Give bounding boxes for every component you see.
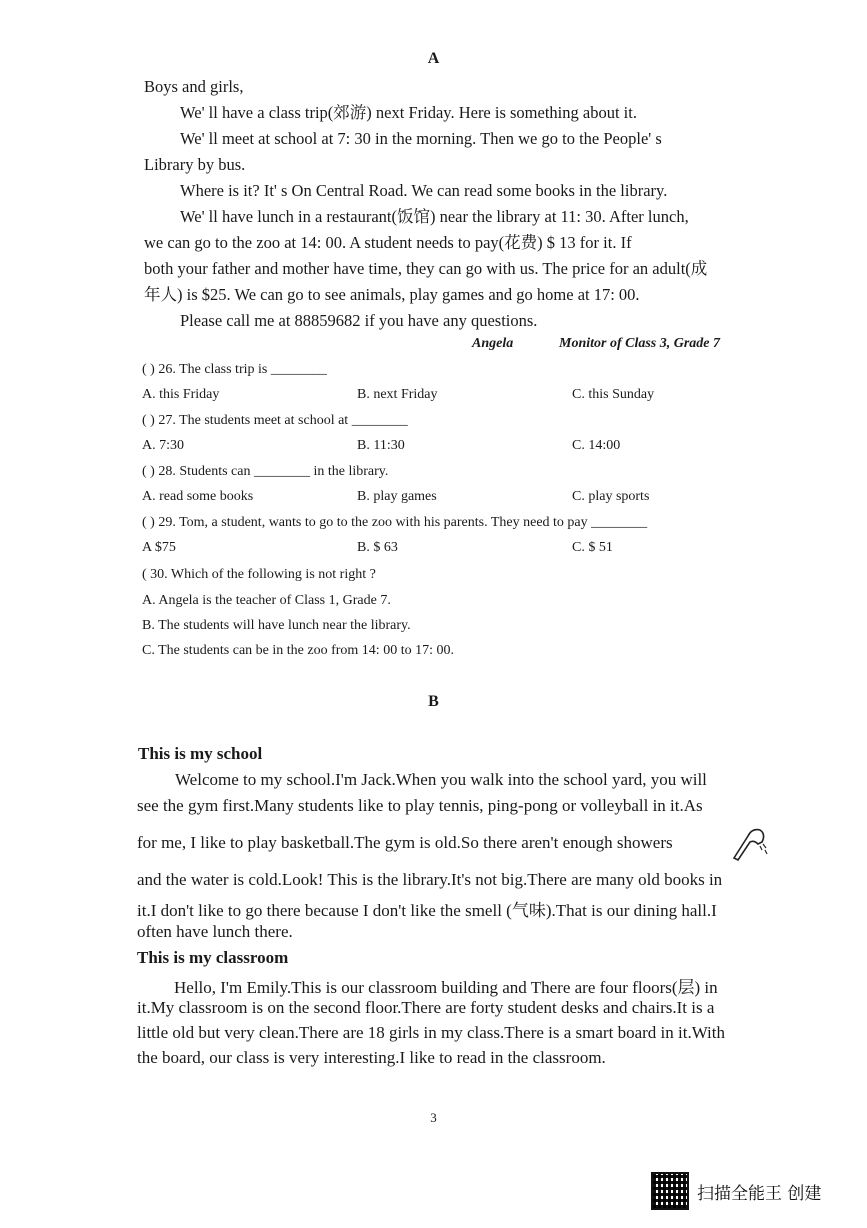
- qr-code-icon: [651, 1172, 689, 1210]
- school-line: for me, I like to play basketball.The gym is old.So there aren't enough showers: [137, 833, 673, 852]
- option-b: B. $ 63: [357, 540, 398, 555]
- option-a: A. 7:30: [142, 438, 184, 453]
- option-a: A $75: [142, 540, 176, 555]
- classroom-line: Hello, I'm Emily.This is our classroom building and There are four floors(层) in: [174, 978, 718, 997]
- option-b: B. The students will have lunch near the library.: [142, 618, 411, 633]
- scanner-badge-text: 扫描全能王 创建: [697, 1183, 822, 1204]
- option-a: A. Angela is the teacher of Class 1, Grade 7.: [142, 593, 391, 608]
- classroom-title: This is my classroom: [137, 948, 289, 967]
- classroom-line: it.My classroom is on the second floor.There are forty student desks and chairs.It is a: [137, 998, 715, 1017]
- option-b: B. next Friday: [357, 387, 438, 402]
- school-line: Welcome to my school.I'm Jack.When you walk into the school yard, you will: [175, 770, 707, 789]
- option-c: C. play sports: [572, 489, 650, 504]
- school-title: This is my school: [138, 744, 263, 763]
- school-line: and the water is cold.Look! This is the library.It's not big.There are many old books in: [137, 870, 723, 889]
- option-c: C. 14:00: [572, 438, 621, 453]
- greeting: Boys and girls,: [144, 77, 244, 96]
- question-27-stem: ( ) 27. The students meet at school at ________: [142, 413, 408, 428]
- passage-a-line: We' ll have lunch in a restaurant(饭馆) near the library at 11: 30. After lunch,: [180, 207, 689, 226]
- passage-a-line: Library by bus.: [144, 155, 246, 174]
- question-30-stem: ( 30. Which of the following is not right ?: [142, 567, 376, 582]
- option-c: C. this Sunday: [572, 387, 655, 402]
- option-a: A. this Friday: [142, 387, 220, 402]
- passage-a-line: 年人) is $25. We can go to see animals, play games and go home at 17: 00.: [144, 285, 640, 304]
- scanner-badge: [651, 1172, 821, 1210]
- passage-a-line: Please call me at 88859682 if you have any questions.: [180, 311, 538, 330]
- passage-a-line: We' ll meet at school at 7: 30 in the morning. Then we go to the People' s: [180, 129, 662, 148]
- option-b: B. play games: [357, 489, 437, 504]
- question-29-stem: ( ) 29. Tom, a student, wants to go to the zoo with his parents. They need to pay ________: [142, 515, 648, 530]
- passage-a-line: both your father and mother have time, they can go with us. The price for an adult(成: [144, 259, 708, 278]
- signature-role: Monitor of Class 3, Grade 7: [559, 336, 721, 351]
- school-line: it.I don't like to go there because I don't like the smell (气味).That is our dining hall.I: [137, 901, 717, 920]
- school-line: see the gym first.Many students like to play tennis, ping-pong or volleyball in it.As: [137, 796, 703, 815]
- option-c: C. $ 51: [572, 540, 613, 555]
- page-number: 3: [430, 1110, 437, 1125]
- passage-a-line: We' ll have a class trip(郊游) next Friday. Here is something about it.: [180, 103, 637, 122]
- school-line: often have lunch there.: [137, 922, 293, 941]
- option-b: B. 11:30: [357, 438, 405, 453]
- option-c: C. The students can be in the zoo from 14: 00 to 17: 00.: [142, 643, 454, 658]
- classroom-line: the board, our class is very interesting.I like to read in the classroom.: [137, 1048, 606, 1067]
- shower-icon: [730, 822, 770, 862]
- passage-a-line: Where is it? It' s On Central Road. We can read some books in the library.: [180, 181, 668, 200]
- question-26-stem: ( ) 26. The class trip is ________: [142, 362, 327, 377]
- question-28-stem: ( ) 28. Students can ________ in the library.: [142, 464, 389, 479]
- section-b-heading: B: [428, 693, 439, 710]
- section-a-heading: A: [427, 50, 440, 67]
- classroom-line: little old but very clean.There are 18 girls in my class.There is a smart board in it.With: [137, 1023, 726, 1042]
- signature-name: Angela: [472, 336, 514, 351]
- passage-a-line: we can go to the zoo at 14: 00. A student needs to pay(花费) $ 13 for it. If: [144, 233, 632, 252]
- option-a: A. read some books: [142, 489, 254, 504]
